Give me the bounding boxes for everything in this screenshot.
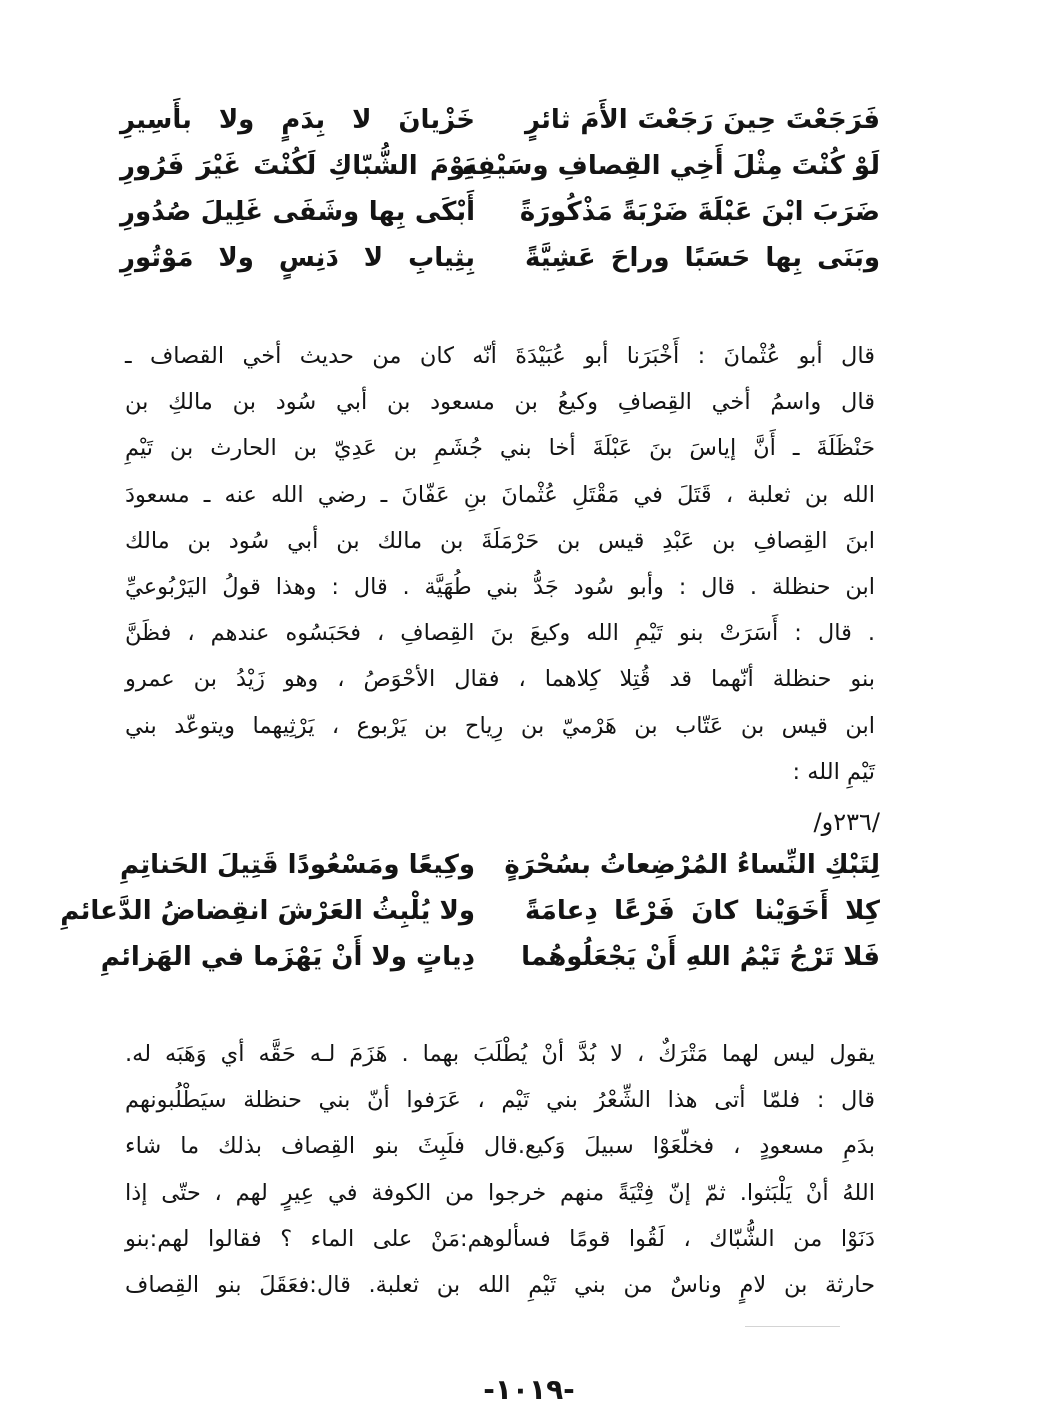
prose-line: حَنْظَلَةَ ـ أَنَّ إياسَ بنَ عَبْلَةَ أخا بني جُشَمِ بن عَدِيّ بن الحارث بن تَيْمِ <box>125 435 875 462</box>
verse <box>120 235 880 281</box>
verse-second-hemistich: وكِيعًا ومَسْعُودًا قَتِيلَ الحَناتِمِ <box>120 850 475 880</box>
verse-first-hemistich: كِلا أَخَوَيْنا كانَ فَرْعًا دِعامَةً <box>525 896 880 926</box>
prose-line: حارثة بن لامٍ وناسٌ من بني تَيْمِ الله بن ثعلبة. قال:فعَقَلَ بنو القِصاف <box>125 1271 875 1298</box>
prose-paragraph-2 <box>125 1031 875 1308</box>
prose-line: ابنَ القِصافِ بن عَبْدِ قيس بن حَرْمَلَةَ بن مالك بن أبي سُود بن مالك <box>125 527 875 554</box>
prose-line: ابن حنظلة . قال : وأبو سُود جَدُّ بني طُهَيَّة . قال : وهذا قولُ اليَرْبُوعيِّ <box>125 573 875 600</box>
verse-second-hemistich: ولا يُلْبِثُ العَرْشَ انقِضاضُ الدَّعائمِ <box>60 896 475 926</box>
poem-1 <box>120 97 880 281</box>
verse <box>120 189 880 235</box>
prose-line: يقول ليس لهما مَتْرَكٌ ، لا بُدَّ أنْ يُطْلَبَ بهما . هَزَمَ لـه حَقَّه أي وَهَبَه له. <box>125 1041 875 1067</box>
folio-marker: /٢٣٦و/ <box>813 808 880 836</box>
divider-rule <box>745 1326 840 1327</box>
verse-second-hemistich: أَبْكَى بِها وشَفَى غَلِيلَ صُدُورِ <box>120 197 475 227</box>
verse-second-hemistich: خَزْيانَ لا بِدَمٍ ولا بأَسِيرِ <box>120 105 475 135</box>
prose-line: تَيْمِ الله : <box>792 758 875 785</box>
verse-first-hemistich: لَوْ كُنْتَ مِثْلَ أَخِي القِصافِ وسَيْفِهِ <box>461 151 880 181</box>
poem-2 <box>60 842 880 980</box>
verse-second-hemistich: بِثِيابِ لا دَنِسٍ ولا مَوْتُورِ <box>120 243 475 273</box>
verse <box>120 842 880 888</box>
prose-line: ابن قيس بن عَتّاب بن هَرْميّ بن رِياح بن يَرْبوع ، يَرْثِيهما ويتوعّد بني <box>125 712 875 739</box>
verse <box>60 888 880 934</box>
verse <box>100 934 880 980</box>
prose-line: الله بن ثعلبة ، قَتَلَ في مَقْتَلِ عُثْمانَ بنِ عَفّانَ ـ رضي الله عنه ـ مسعودَ <box>125 481 875 508</box>
verse-second-hemistich: يَوْمَ الشُّبّاكِ لَكُنْتَ غَيْرَ فَرُورِ <box>120 151 475 181</box>
prose-line: بدَمِ مسعودٍ ، فخلّعَوْا سبيلَ وَكيع.قال فلَبِثَ بنو القِصاف بذلك ما شاء <box>125 1133 875 1160</box>
prose-line: قال أبو عُثْمانَ : أَخْبَرَنا أبو عُبَيْدَةَ أنّه كان من حديث أخي القصاف ـ <box>125 343 875 369</box>
prose-line: بنو حنظلة أنّهما قد قُتِلا كِلاهما ، فقال الأحْوَصُ ، وهو زَيْدُ بن عمرو <box>125 666 875 693</box>
prose-line: . قال : أَسَرَتْ بنو تَيْمِ الله وكيعَ بنَ القِصافِ ، فحَبَسُوه عندهم ، فظَنَّ <box>125 620 875 647</box>
prose-line: دَنَوْا من الشُّبّاك ، لَقُوا قومًا فسألوهم:مَنْ على الماء ؟ فقالوا لهم:بنو <box>125 1225 875 1252</box>
verse-first-hemistich: لِتَبْكِ النِّساءُ المُرْضِعاتُ بسُحْرَةٍ <box>504 850 880 880</box>
verse-first-hemistich: ضَرَبَ ابْنَ عَبْلَةَ ضَرْبَةً مَذْكُورَةً <box>519 197 880 227</box>
prose-line: اللهُ أنْ يَلْبَثوا. ثمّ إنّ فِتْيَةً منهم خرجوا من الكوفة في عِيرٍ لهم ، حتّى إذا <box>125 1179 875 1206</box>
verse-second-hemistich: دِياتٍ ولا أَنْ يَهْزَما في الهَزائمِ <box>100 942 475 972</box>
prose-paragraph-1 <box>125 333 875 795</box>
verse-first-hemistich: فَرَجَعْتَ حِينَ رَجَعْتَ الأَمَ ثائرٍ <box>525 105 880 135</box>
page-number: -١٠١٩- <box>483 1373 575 1406</box>
prose-line: قال واسمُ أخي القِصافِ وكيعُ بن مسعود بن أبي سُود بن مالكِ بن <box>125 389 875 416</box>
prose-line: قال : فلمّا أتى هذا الشِّعْرُ بني تَيْم ، عَرَفوا أنّ بني حنظلة سيَطْلُبونهم <box>125 1087 875 1114</box>
verse <box>120 143 880 189</box>
verse-first-hemistich: وبَنَى بِها حَسَبًا وراحَ عَشِيَّةً <box>525 243 880 273</box>
verse-first-hemistich: فَلا تَرْجُ تَيْمُ اللهِ أَنْ يَجْعَلُوهُما <box>521 942 880 972</box>
verse <box>120 97 880 143</box>
